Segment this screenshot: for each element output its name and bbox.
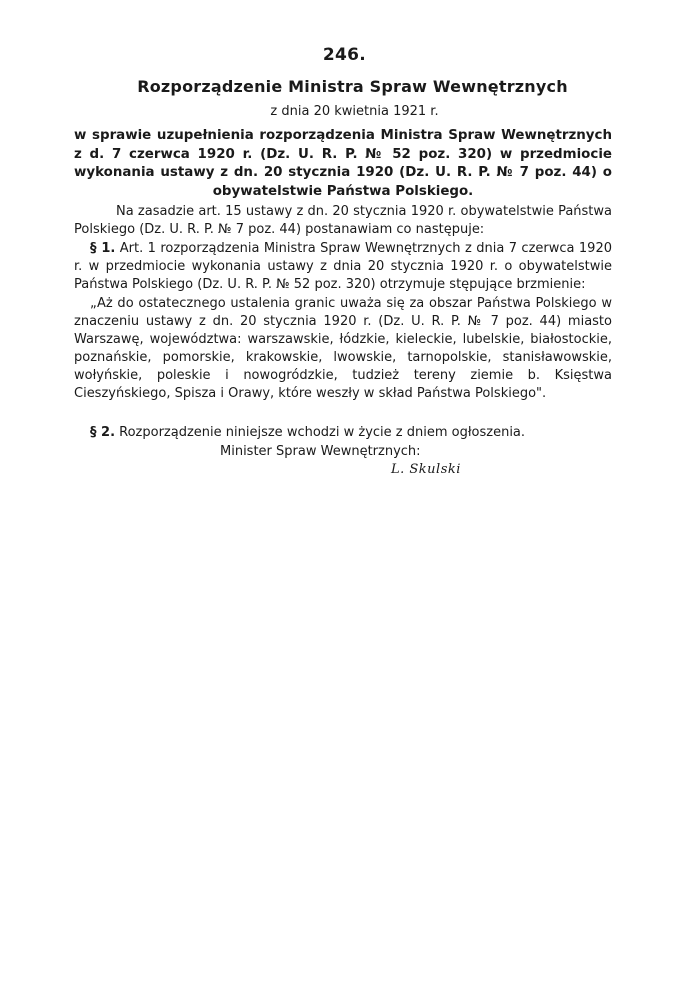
section-2-paragraph	[74, 424, 612, 442]
section-1-quote: „Aż do ostatecznego ustalenia granic uważa się za obszar Państwa Polskiego w znaczeniu ustawy z dn. 20 stycznia 1920 r. (Dz. U. R. P. № 7 poz. 44) miasto Warszawę, województwa: warszawskie, łódzkie, kieleckie, lubelskie, białostockie, poznańskie, pomorskie, krakowskie, lwowskie, tarnopolskie, stanisławowskie, wołyńskie, poleskie i nowogródzkie, tudzież tereny ziemie b. Księstwa Cieszyńskiego, Spisza i Orawy, które weszły w skład Państwa Polskiego".	[74, 296, 612, 401]
document-number: 246.	[322, 45, 367, 65]
signature-name: L. Skulski	[391, 462, 461, 477]
document-title: Rozporządzenie Ministra Spraw Wewnętrznych	[137, 77, 568, 96]
section-2-text: Rozporządzenie niniejsze wchodzi w życie z dniem ogłoszenia.	[119, 425, 526, 440]
intro-paragraph: Na zasadzie art. 15 ustawy z dn. 20 stycznia 1920 r. obywatelstwie Państwa Polskiego (Dz. U. R. P. № 7 poz. 44) postanawiam co następuje:	[74, 204, 612, 237]
document-subject: w sprawie uzupełnienia rozporządzenia Ministra Spraw Wewnętrznych z d. 7 czerwca 1920 r. (Dz. U. R. P. № 52 poz. 320) w przedmiocie wykonania ustawy z dn. 20 stycznia 1920 (Dz. U. R. P. № 7 poz. 44) o obywatelstwie Państwa Polskiego.	[74, 128, 612, 199]
signature-title: Minister Spraw Wewnętrznych:	[220, 444, 421, 459]
document-date: z dnia 20 kwietnia 1921 r.	[270, 104, 439, 119]
section-2-label: § 2.	[90, 425, 116, 440]
section-1-paragraph	[74, 240, 612, 294]
section-1-label: § 1.	[90, 241, 116, 256]
section-1-text: Art. 1 rozporządzenia Ministra Spraw Wewnętrznych z dnia 7 czerwca 1920 r. w przedmiocie wykonania ustawy z dnia 20 stycznia 1920 r. o obywatelstwie Państwa Polskiego (Dz. U. R. P. № 52 poz. 320) otrzymuje stępujące brzmienie:	[74, 241, 612, 292]
